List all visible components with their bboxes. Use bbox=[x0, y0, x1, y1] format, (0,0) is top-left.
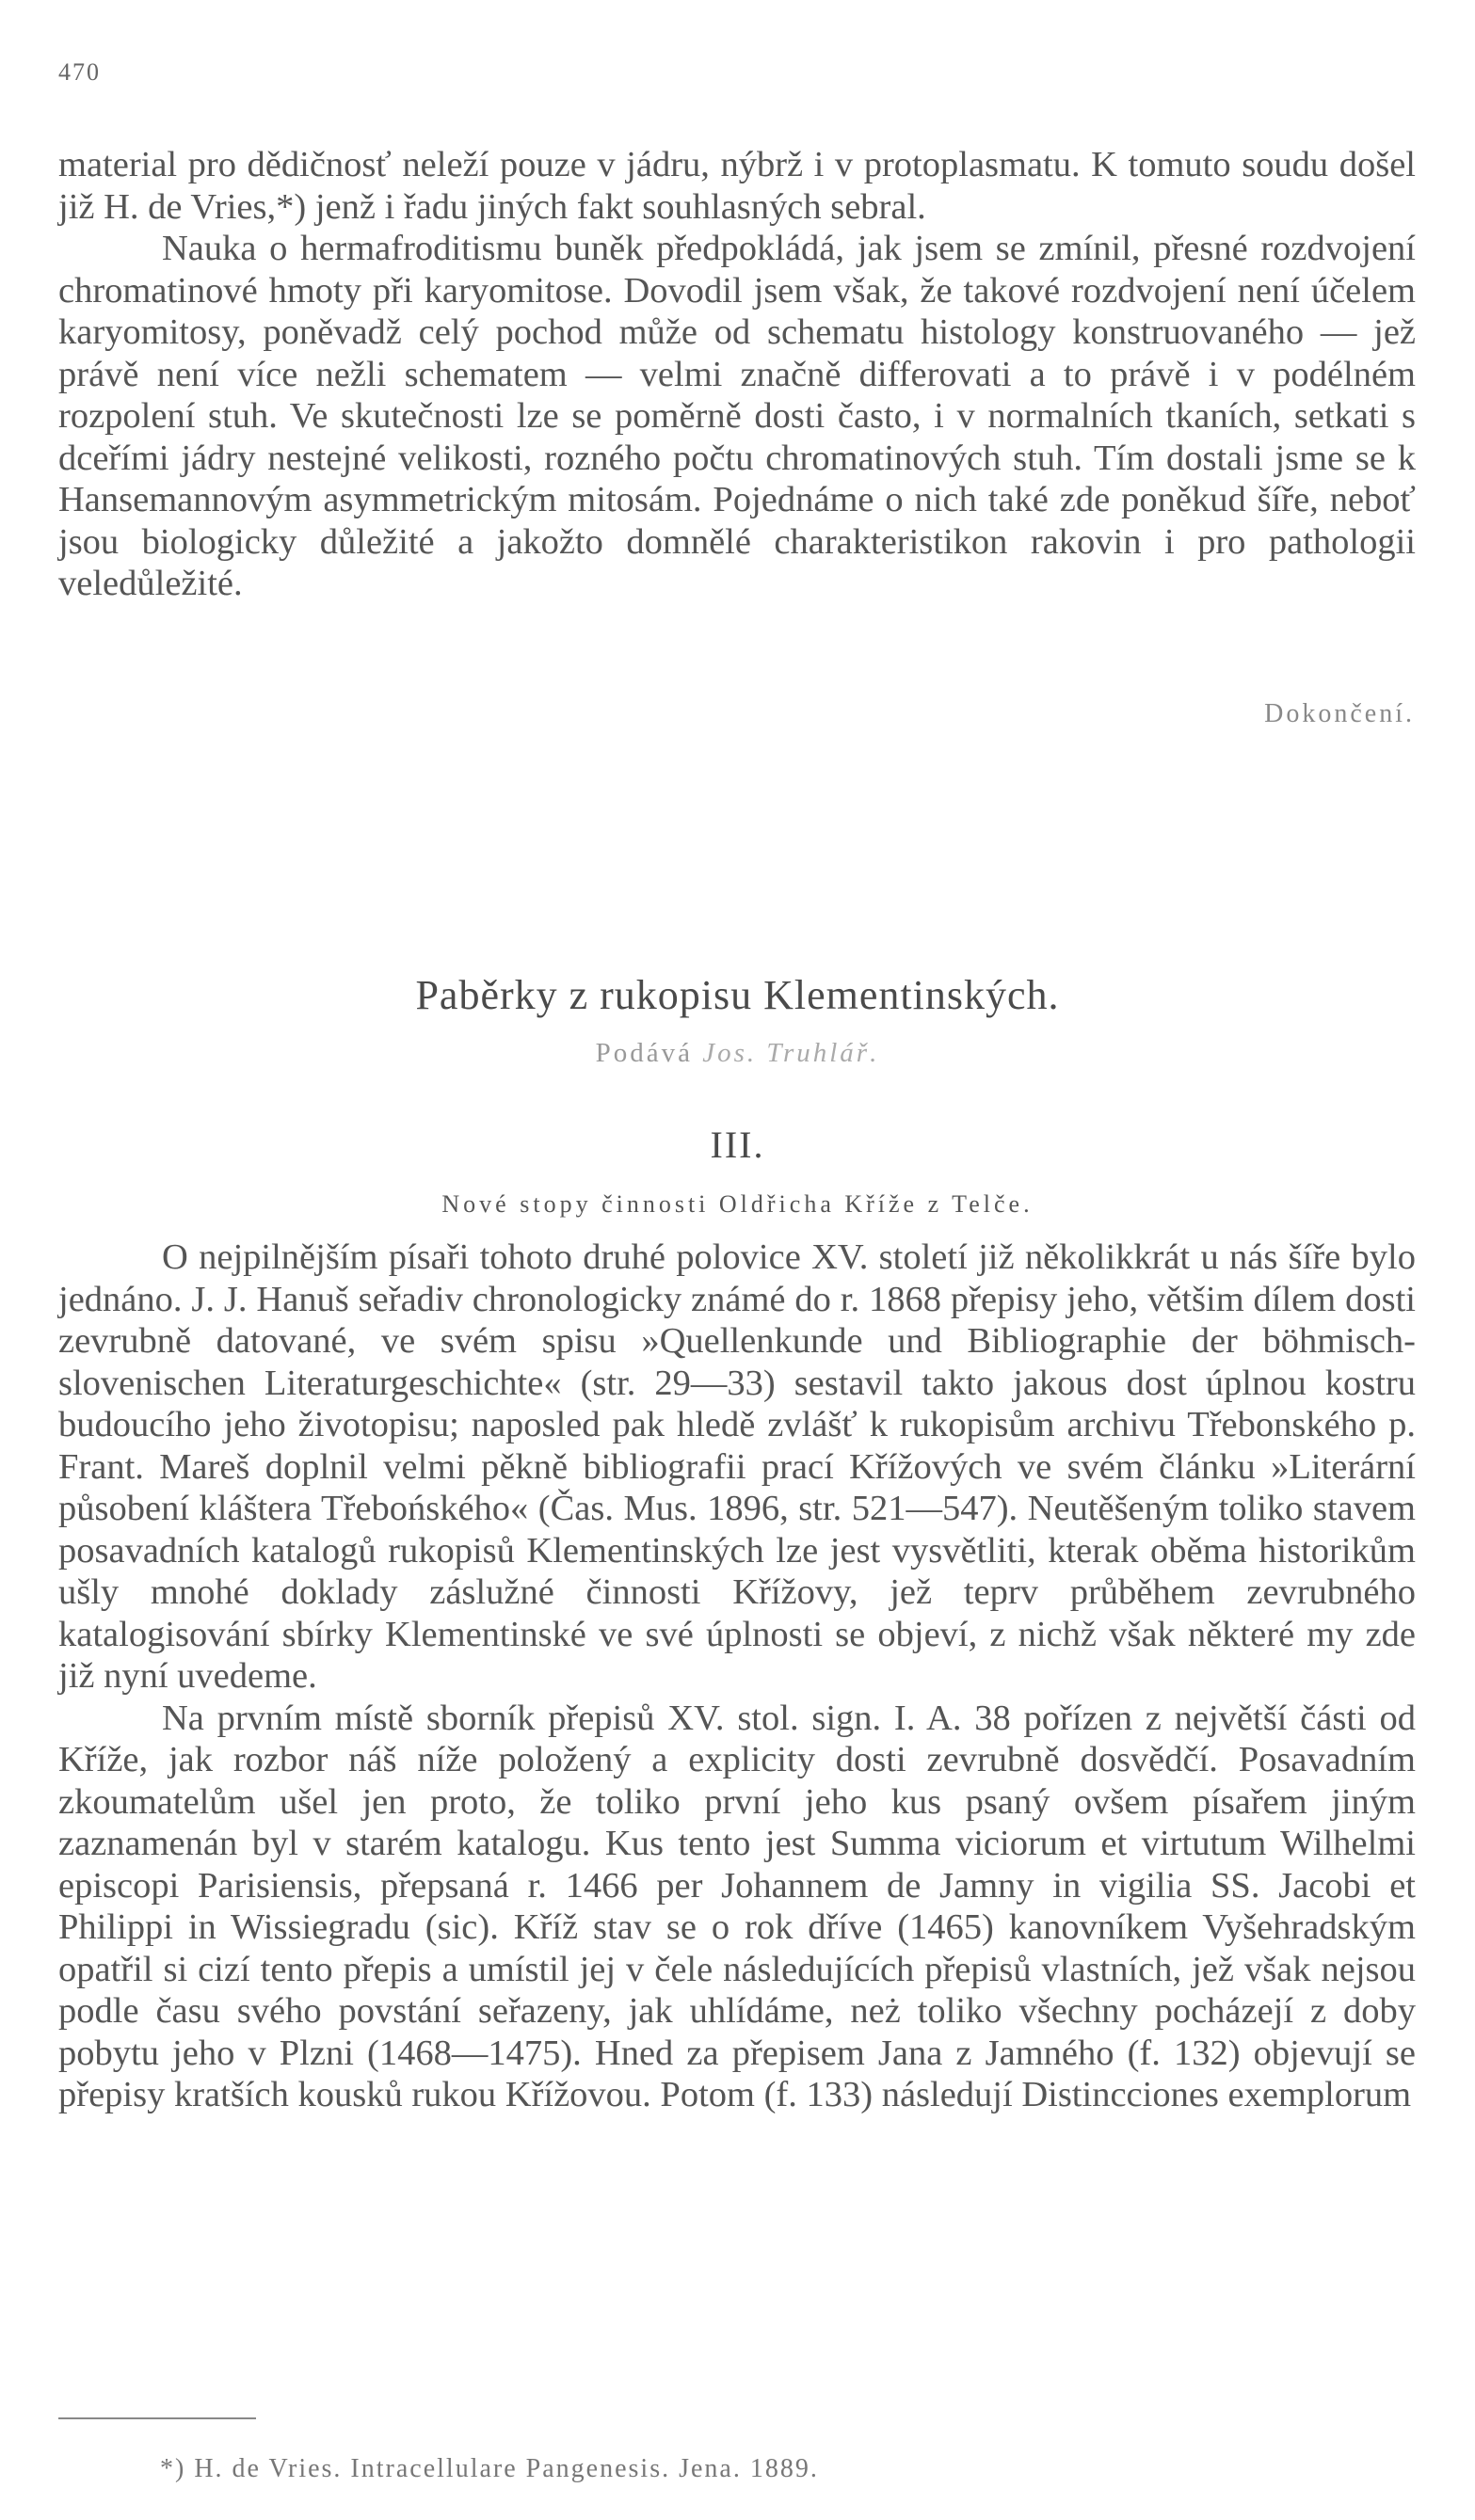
section-subtitle: Nové stopy činnosti Oldřicha Kříže z Telče. bbox=[441, 1190, 1034, 1218]
article-text-block bbox=[58, 1236, 1416, 2116]
byline-author: Jos. Truhlář. bbox=[702, 1038, 880, 1068]
article-byline bbox=[0, 1038, 1475, 1069]
byline-prefix: Podává bbox=[595, 1038, 694, 1068]
paragraph-hermaphroditism: Nauka o hermafroditismu buněk předpokládá, jak jsem se zmínil, přesné rozdvojení chromatinové hmoty při karyomitose. Dovodil jsem však, že takové rozdvojení není účelem karyomitosy, poněvadž celý pochod může od schematu histology konstruovaného — jež právě není více nežli schematem — velmi značně differovati a to právě i v podélném rozpolení stuh. Ve skutečnosti lze se poměrně dosti často, i v normalních tkaních, setkati s dceřími jádry nestejné velikosti, rozného počtu chromatinových stuh. Tím dostali jsme se k Hansemannovým asymmetrickým mitosám. Pojednáme o nich také zde poněkud šíře, neboť jsou biologicky důležité a jakožto domnělé charakteristikon rakovin i pro pathologii veledůležité. bbox=[58, 229, 1416, 603]
section-number: III. bbox=[710, 1124, 765, 1166]
page-number: 470 bbox=[58, 58, 101, 86]
top-text-block bbox=[58, 144, 1416, 605]
continuation-mark: Dokončení. bbox=[1264, 699, 1415, 728]
paragraph-continuation: material pro dědičnosť neleží pouze v jádru, nýbrž i v protoplasmatu. K tomuto soudu došel již H. de Vries,*) jenž i řadu jiných fakt souhlasných sebral. bbox=[58, 145, 1416, 227]
footnote: *) H. de Vries. Intracellulare Pangenesis. Jena. 1889. bbox=[160, 2454, 819, 2483]
footnote-divider bbox=[58, 2417, 256, 2419]
article-title: Paběrky z rukopisu Klementinských. bbox=[415, 972, 1060, 1018]
paragraph-article-2: Na prvním místě sborník přepisů XV. stol. sign. I. A. 38 pořízen z největší části od Kříže, jak rozbor náš níže položený a explicity dosti zevrubně dosvědčí. Posavadním zkoumatelům ušel jen proto, že toliko první jeho kus psaný ovšem písařem jiným zaznamenán byl v starém katalogu. Kus tento jest Summa viciorum et virtutum Wilhelmi episcopi Parisiensis, přepsaná r. 1466 per Johannem de Jamny in vigilia SS. Jacobi et Philippi in Wissiegradu (sic). Kříž stav se o rok dříve (1465) kanovníkem Vyšehradským opatřil si cizí tento přepis a umístil jej v čele následujících přepisů vlastních, jež však nejsou podle času svého povstání seřazeny, jak uhlídáme, neż toliko všechny pocházejí z doby pobytu jeho v Plzni (1468—1475). Hned za přepisem Jana z Jamného (f. 132) objevují se přepisy kratších kousků rukou Křížovou. Potom (f. 133) následují Distincciones exemplorum bbox=[58, 1698, 1416, 2114]
paragraph-article-1: O nejpilnějším písaři tohoto druhé polovice XV. století již několikkrát u nás šíře bylo jednáno. J. J. Hanuš seřadiv chronologicky známé do r. 1868 přepisy jeho, většim dílem dosti zevrubně datované, ve svém spisu »Quellenkunde und Bibliographie der böhmisch-slovenischen Literaturgeschichte« (str. 29—33) sestavil takto jakous dost úplnou kostru budoucího jeho životopisu; naposled pak hledě zvlášť k rukopisům archivu Třebonského p. Frant. Mareš doplnil velmi pěkně bibliografii prací Křížových ve svém článku »Literární působení kláštera Třebońského« (Čas. Mus. 1896, str. 521—547). Neutěšeným toliko stavem posavadních katalogů rukopisů Klementinských lze jest vysvětliti, kterak oběma historikům ušly mnohé doklady záslužné činnosti Křížovy, jež teprv průběhem zevrubného katalogisování sbírky Klementinské ve své úplnosti se objeví, z nichž však některé my zde již nyní uvedeme. bbox=[58, 1237, 1416, 1696]
